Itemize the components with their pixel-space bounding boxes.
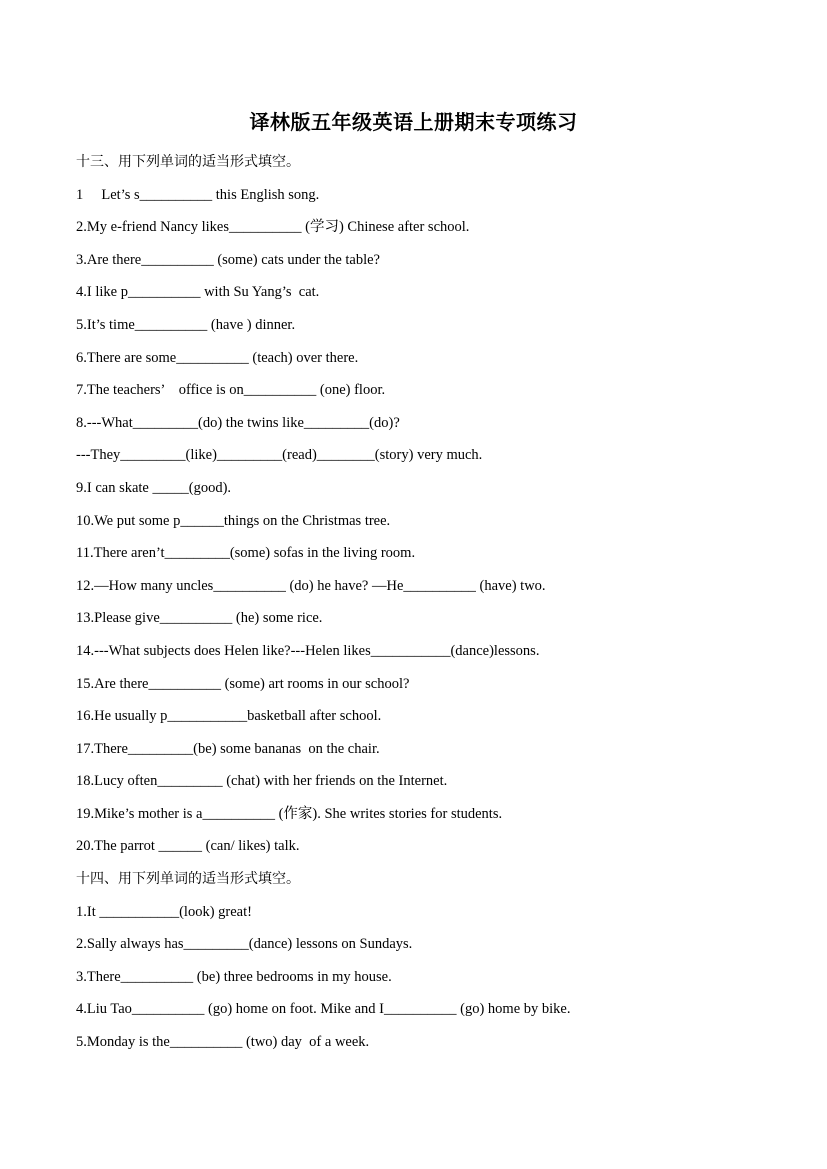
exercise-item: 16.He usually p___________basketball after school. (76, 708, 382, 725)
exercise-item: 5.It’s time__________ (have ) dinner. (76, 316, 296, 333)
exercise-item: 4.I like p__________ with Su Yang’s cat. (76, 284, 320, 301)
exercise-item: 20.The parrot ______ (can/ likes) talk. (76, 838, 300, 855)
exercise-item: 7.The teachers’ office is on__________ (one) floor. (76, 382, 386, 399)
exercise-item: 8.---What_________(do) the twins like_________(do)? (76, 414, 400, 431)
exercise-item: 2.My e-friend Nancy likes__________ (学习) Chinese after school. (76, 219, 470, 236)
exercise-item: 6.There are some__________ (teach) over there. (76, 349, 359, 366)
exercise-item: 1.It ___________(look) great! (76, 903, 252, 920)
exercise-item: 10.We put some p______things on the Christmas tree. (76, 512, 391, 529)
exercise-item: 5.Monday is the__________ (two) day of a week. (76, 1034, 370, 1051)
exercise-item: 1 Let’s s__________ this English song. (76, 186, 320, 203)
exercise-item: 11.There aren’t_________(some) sofas in the living room. (76, 545, 416, 562)
exercise-item: 19.Mike’s mother is a__________ (作家). She writes stories for students. (76, 805, 503, 822)
page-title: 译林版五年级英语上册期末专项练习 (249, 110, 578, 134)
exercise-item: 12.—How many uncles__________ (do) he have? —He__________ (have) two. (76, 577, 546, 594)
exercise-item: 15.Are there__________ (some) art rooms in our school? (76, 675, 410, 692)
exercise-item: 3.Are there__________ (some) cats under the table? (76, 251, 380, 268)
section-13-heading: 十三、用下列单词的适当形式填空。 (76, 154, 300, 170)
exercise-item: 14.---What subjects does Helen like?---Helen likes___________(dance)lessons. (76, 642, 540, 659)
exercise-item: 9.I can skate _____(good). (76, 479, 232, 496)
exercise-item: 3.There__________ (be) three bedrooms in my house. (76, 968, 392, 985)
exercise-item: 4.Liu Tao__________ (go) home on foot. Mike and I__________ (go) home by bike. (76, 1001, 571, 1018)
exercise-list (76, 146, 776, 1059)
exercise-item: 13.Please give__________ (he) some rice. (76, 610, 323, 627)
section-14-heading: 十四、用下列单词的适当形式填空。 (76, 871, 300, 888)
exercise-item: 2.Sally always has_________(dance) lessons on Sundays. (76, 936, 413, 953)
exercise-item: 18.Lucy often_________ (chat) with her friends on the Internet. (76, 773, 448, 790)
exercise-item: 17.There_________(be) some bananas on the chair. (76, 740, 380, 757)
exercise-item: ---They_________(like)_________(read)________(story) very much. (76, 447, 483, 464)
